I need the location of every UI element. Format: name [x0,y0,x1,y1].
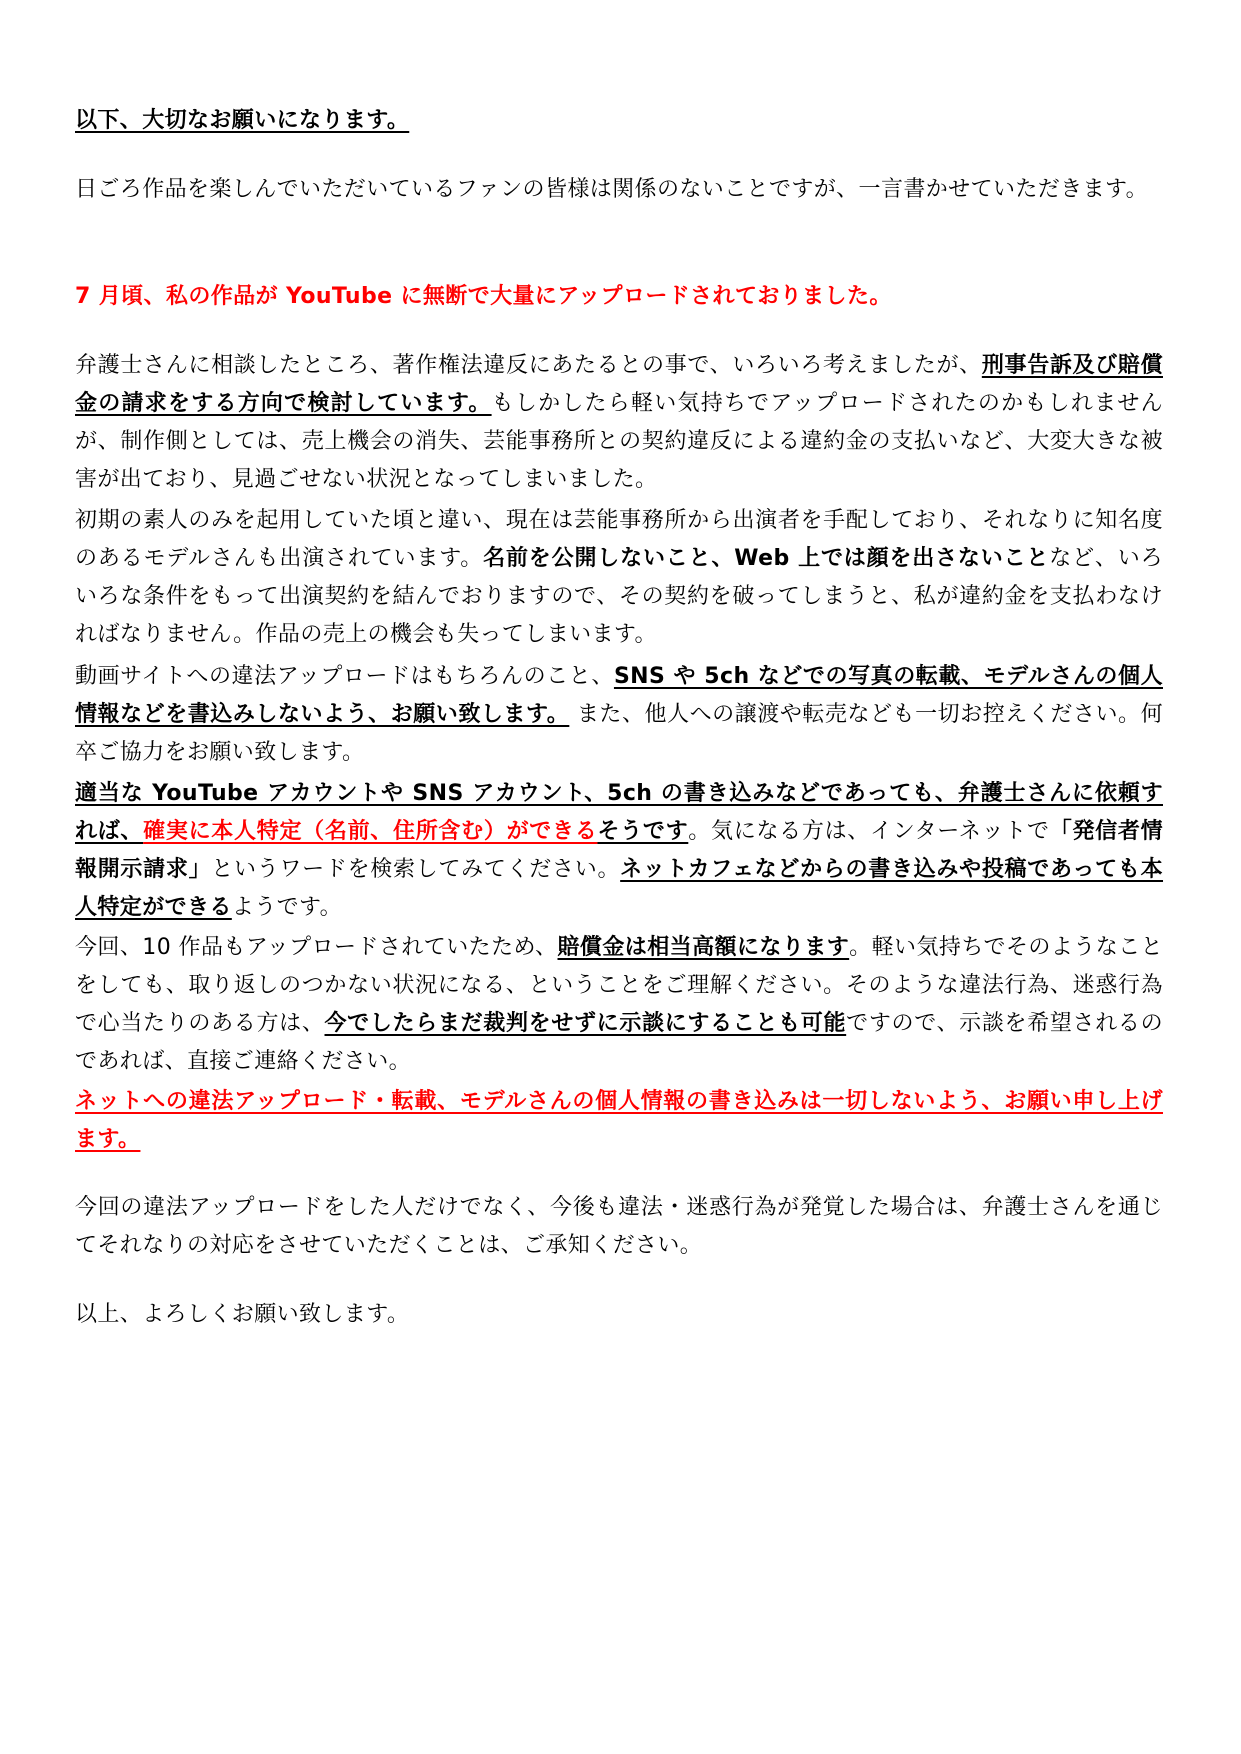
paragraph-models [75,502,1163,654]
identify-text-7: ネットカフェなどからの書き込みや投稿であっても本人特定ができる [75,857,1164,920]
identify-text-8: ようです。 [231,895,343,920]
paragraph-sns [75,658,1163,772]
paragraph-identify [75,775,1163,927]
lawyer-text-1: 弁護士さんに相談したところ、著作権法違反にあたるとの事で、いろいろ考えましたが、 [75,353,982,378]
damages-text-1: 今回、10 作品もアップロードされていたため、 [75,935,558,960]
damages-text-5: ですので、示談を希望されるのであれば、直接ご連絡ください。 [75,1011,1163,1074]
identify-text-1: 適当な YouTube アカウントや SNS アカウント、5ch の書き込みなどであっても、弁護士さんに依頼すれば、 [75,781,1163,844]
sns-text-1: 動画サイトへの違法アップロードはもちろんのこと、 [75,664,614,689]
paragraph-upload-notice: 7 月頃、私の作品が YouTube に無断で大量にアップロードされておりました。 [75,284,892,309]
models-text-3: など、いろいろな条件をもって出演契約を結んでおりますので、その契約を破ってしまうと、私が違約金を支払わなければなりません。作品の売上の機会も失ってしまいます。 [75,546,1163,647]
damages-text-3: 。軽い気持ちでそのようなことをしても、取り返しのつかない状況になる、ということをご理解ください。そのような違法行為、迷惑行為で心当たりのある方は、 [75,935,1163,1036]
lawyer-text-3: もしかしたら軽い気持ちでアップロードされたのかもしれませんが、制作側としては、売上機会の消失、芸能事務所との契約違反による違約金の支払いなど、大変大きな被害が出ており、見過ごせない状況となってしまいました。 [75,391,1163,492]
document-heading: 以下、大切なお願いになります。 [75,108,410,133]
identify-text-4: 。気になる方は、インターネットで [688,819,1050,844]
paragraph-future: 今回の違法アップロードをした人だけでなく、今後も違法・迷惑行為が発覚した場合は、弁護士さんを通じてそれなりの対応をさせていただくことは、ご承知ください。 [75,1195,1163,1258]
damages-text-4: 今でしたらまだ裁判をせずに示談にすることも可能 [324,1011,847,1036]
identify-text-3: そうです [597,819,689,844]
paragraph-lawyer [75,347,1163,499]
sns-text-3: また、他人への譲渡や転売なども一切お控えください。何卒ご協力をお願い致します。 [75,702,1163,765]
identify-text-5: 「発信者情報開示請求」 [75,819,1163,882]
sns-text-2: SNS や 5ch などでの写真の転載、モデルさんの個人情報などを書込みしないよう、お願い致します。 [75,664,1163,727]
models-text-2: 名前を公開しないこと、Web 上では顔を出さないこと [483,546,1050,571]
identify-text-2: 確実に本人特定（名前、住所含む）ができる [143,819,598,844]
lawyer-text-2: 刑事告訴及び賠償金の請求をする方向で検討しています。 [75,353,1163,416]
paragraph-request: ネットへの違法アップロード・転載、モデルさんの個人情報の書き込みは一切しないよう、お願い申し上げます。 [75,1089,1163,1152]
paragraph-damages [75,929,1163,1081]
paragraph-intro: 日ごろ作品を楽しんでいただいているファンの皆様は関係のないことですが、一言書かせていただきます。 [75,177,1149,202]
models-text-1: 初期の素人のみを起用していた頃と違い、現在は芸能事務所から出演者を手配しており、それなりに知名度のあるモデルさんも出演されています。 [75,508,1163,571]
identify-text-6: というワードを検索してみてください。 [211,857,621,882]
closing-line: 以上、よろしくお願い致します。 [75,1302,410,1327]
damages-text-2: 賠償金は相当高額になります [557,935,850,960]
